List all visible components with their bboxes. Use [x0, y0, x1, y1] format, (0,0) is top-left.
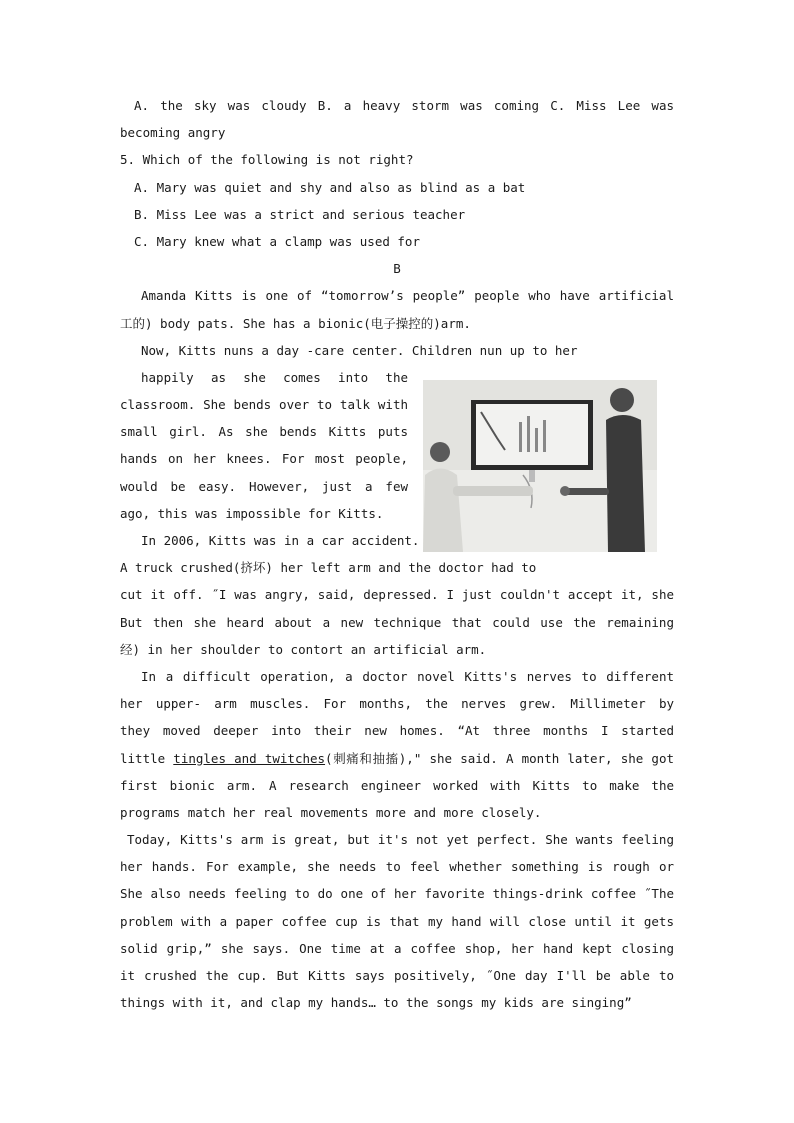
p3-line5: 经) in her shoulder to contort an artificial arm.: [120, 641, 487, 657]
p4-line1: In a difficult operation, a doctor novel Kitts's nerves to different: [141, 668, 674, 684]
p2-line4: small girl. As she bends Kitts puts: [120, 424, 408, 440]
p3-line2: A truck crushed(挤坏) her left arm and the doctor had to: [120, 560, 537, 576]
p5-line7: things with it, and clap my hands… to the songs my kids are singing”: [120, 995, 632, 1011]
p5-line4: problem with a paper coffee cup is that my hand will close until it gets: [120, 913, 674, 929]
p2-line6: would be easy. However, just a few: [120, 478, 408, 494]
p4-line6: programs match her real movements more and more closely.: [120, 804, 542, 820]
passage-label: B: [393, 261, 401, 277]
p2-line2: happily as she comes into the: [141, 369, 408, 385]
q4-options-line1: A. the sky was cloudy B. a heavy storm was coming C. Miss Lee was: [134, 98, 674, 113]
underlined-phrase: tingles and twitches: [173, 750, 326, 766]
p5-line1: Today, Kitts's arm is great, but it's not yet perfect. She wants feeling: [127, 832, 674, 848]
p4-line4-post: (刺痛和抽搐)," she said. A month later, she got: [325, 750, 674, 766]
p3-line1: In 2006, Kitts was in a car accident.: [141, 533, 420, 548]
p4-line3: they moved deeper into their new homes. “At three months I started: [120, 723, 674, 739]
q5-option-c: C. Mary knew what a clamp was used for: [134, 233, 420, 249]
p3-line4: But then she heard about a new technique that could use the remaining: [120, 614, 674, 630]
p4-line4: [120, 745, 674, 772]
p2-line7: ago, this was impossible for Kitts.: [120, 505, 384, 521]
p4-line4-pre: little: [120, 750, 174, 766]
p1-line1: Amanda Kitts is one of “tomorrow’s people” people who have artificial: [141, 288, 674, 304]
q5-option-b: B. Miss Lee was a strict and serious teacher: [134, 206, 466, 222]
p5-line5: solid grip,” she says. One time at a coffee shop, her hand kept closing: [120, 940, 674, 956]
passage-photo: [423, 380, 657, 552]
photo-illustration: [423, 380, 657, 552]
q5-option-a: A. Mary was quiet and shy and also as blind as a bat: [134, 179, 526, 195]
p2-line5: hands on her knees. For most people,: [120, 451, 408, 467]
p5-line3: She also needs feeling to do one of her favorite things-drink coffee ˝The: [120, 886, 674, 902]
p1-line2: 工的) body pats. She has a bionic(电子操控的)arm.: [120, 315, 471, 331]
p2-line3: classroom. She bends over to talk with: [120, 397, 408, 413]
p4-line2: her upper- arm muscles. For months, the nerves grew. Millimeter by: [120, 696, 674, 712]
p5-line2: her hands. For example, she needs to feel whether something is rough or: [120, 859, 674, 875]
p5-line6: it crushed the cup. But Kitts says positively, ˝One day I'll be able to: [120, 968, 674, 983]
p2-line1: Now, Kitts nuns a day -care center. Children nun up to her: [141, 342, 578, 358]
document-page: [120, 92, 674, 1016]
p4-line5: first bionic arm. A research engineer worked with Kitts to make the: [120, 777, 674, 793]
q4-options-line2: becoming angry: [120, 125, 226, 141]
q5-question: 5. Which of the following is not right?: [120, 152, 414, 168]
p3-line3: cut it off. ˝I was angry, said, depressed. I just couldn't accept it, she: [120, 587, 674, 603]
